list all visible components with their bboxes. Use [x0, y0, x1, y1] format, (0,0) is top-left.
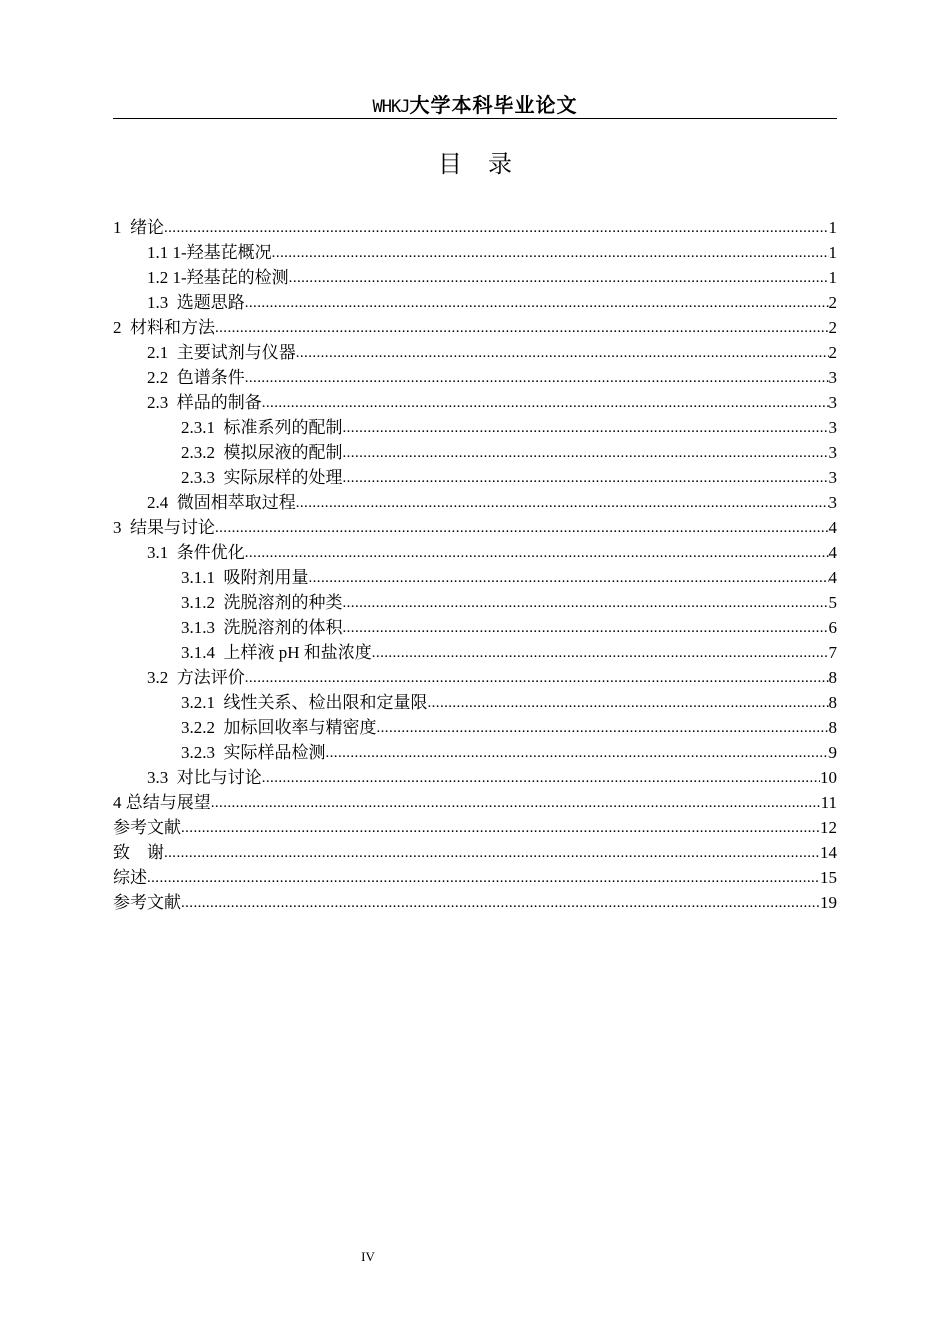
toc-leader [372, 642, 829, 664]
toc-leader [296, 492, 829, 514]
toc-entry-text: 3.1.4 上样液 pH 和盐浓度 [181, 643, 372, 662]
toc-entry-page: 3 [828, 443, 837, 462]
toc-entry-text: 3.2.2 加标回收率与精密度 [181, 718, 377, 737]
toc-entry-page: 3 [828, 493, 837, 512]
table-of-contents [113, 214, 837, 914]
toc-entry-page: 2 [828, 318, 837, 337]
toc-leader [245, 542, 829, 564]
toc-entry-page: 2 [828, 343, 837, 362]
toc-entry-text: 1 绪论 [113, 218, 164, 237]
toc-leader [215, 517, 829, 539]
toc-entry-text: 2 材料和方法 [113, 318, 215, 337]
toc-entry-text: 致 谢 [113, 843, 164, 862]
toc-entry-text: 3.2.3 实际样品检测 [181, 743, 326, 762]
toc-entry-page: 8 [828, 668, 837, 687]
toc-entry[interactable] [113, 839, 837, 864]
toc-entry-text: 2.1 主要试剂与仪器 [147, 343, 296, 362]
toc-entry[interactable] [113, 289, 837, 314]
toc-entry-text: 2.3 样品的制备 [147, 393, 262, 412]
toc-entry-text: 4 总结与展望 [113, 793, 211, 812]
toc-leader [289, 267, 829, 289]
toc-leader [164, 217, 829, 239]
toc-entry[interactable] [113, 264, 837, 289]
toc-entry-page: 1 [828, 243, 837, 262]
toc-entry-page: 1 [828, 218, 837, 237]
toc-entry-text: 参考文献 [113, 818, 181, 837]
toc-entry-text: 3.2 方法评价 [147, 668, 245, 687]
toc-entry-page: 4 [828, 518, 837, 537]
toc-entry[interactable] [113, 464, 837, 489]
toc-entry[interactable] [113, 239, 837, 264]
toc-entry-text: 3.1 条件优化 [147, 543, 245, 562]
toc-leader [377, 717, 829, 739]
toc-entry[interactable] [113, 339, 837, 364]
toc-leader [343, 592, 829, 614]
toc-entry[interactable] [113, 514, 837, 539]
toc-entry[interactable] [113, 389, 837, 414]
toc-entry-page: 4 [828, 568, 837, 587]
toc-entry-page: 3 [828, 418, 837, 437]
toc-entry-text: 参考文献 [113, 893, 181, 912]
toc-leader [164, 842, 820, 864]
toc-leader [343, 442, 829, 464]
toc-leader [211, 792, 821, 814]
toc-leader [343, 617, 829, 639]
toc-leader [309, 567, 829, 589]
toc-entry[interactable] [113, 364, 837, 389]
toc-entry[interactable] [113, 764, 837, 789]
toc-leader [245, 367, 829, 389]
toc-entry[interactable] [113, 689, 837, 714]
toc-entry-page: 14 [820, 843, 837, 862]
toc-entry-text: 2.3.1 标准系列的配制 [181, 418, 343, 437]
toc-entry-text: 3.3 对比与讨论 [147, 768, 262, 787]
header-title-text: 大学本科毕业论文 [409, 95, 578, 117]
toc-entry[interactable] [113, 589, 837, 614]
toc-entry-page: 8 [828, 718, 837, 737]
toc-entry-page: 4 [828, 543, 837, 562]
toc-entry-text: 2.3.2 模拟尿液的配制 [181, 443, 343, 462]
toc-entry[interactable] [113, 889, 837, 914]
toc-entry-text: 2.2 色谱条件 [147, 368, 245, 387]
toc-entry-page: 12 [820, 818, 837, 837]
toc-entry[interactable] [113, 564, 837, 589]
toc-entry-page: 6 [828, 618, 837, 637]
toc-entry[interactable] [113, 639, 837, 664]
toc-entry[interactable] [113, 789, 837, 814]
page-header [113, 94, 837, 119]
toc-entry-page: 9 [828, 743, 837, 762]
toc-entry-text: 综述 [113, 868, 147, 887]
toc-entry-text: 3.1.1 吸附剂用量 [181, 568, 309, 587]
toc-title: 目录 [438, 152, 538, 178]
toc-entry-text: 1.1 1-羟基芘概况 [147, 243, 272, 262]
toc-entry[interactable] [113, 414, 837, 439]
toc-entry[interactable] [113, 539, 837, 564]
toc-entry-page: 19 [820, 893, 837, 912]
toc-leader [181, 817, 820, 839]
toc-leader [343, 417, 829, 439]
toc-entry-page: 1 [828, 268, 837, 287]
toc-leader [262, 767, 820, 789]
toc-entry-text: 3.1.2 洗脱溶剂的种类 [181, 593, 343, 612]
toc-leader [326, 742, 829, 764]
toc-entry-page: 7 [828, 643, 837, 662]
toc-leader [147, 867, 820, 889]
toc-entry[interactable] [113, 489, 837, 514]
toc-entry-text: 3.2.1 线性关系、检出限和定量限 [181, 693, 428, 712]
toc-leader [245, 292, 829, 314]
toc-entry[interactable] [113, 214, 837, 239]
toc-leader [428, 692, 829, 714]
header-latin-text: WHKJ [372, 97, 410, 117]
toc-entry[interactable] [113, 814, 837, 839]
toc-entry-text: 2.3.3 实际尿样的处理 [181, 468, 343, 487]
toc-entry[interactable] [113, 739, 837, 764]
toc-entry[interactable] [113, 614, 837, 639]
toc-leader [245, 667, 829, 689]
toc-entry-text: 1.2 1-羟基芘的检测 [147, 268, 289, 287]
toc-leader [272, 242, 829, 264]
toc-leader [296, 342, 829, 364]
toc-entry[interactable] [113, 314, 837, 339]
toc-entry-page: 3 [828, 468, 837, 487]
toc-entry[interactable] [113, 714, 837, 739]
toc-leader [215, 317, 829, 339]
toc-leader [262, 392, 829, 414]
toc-entry[interactable] [113, 864, 837, 889]
toc-entry[interactable] [113, 664, 837, 689]
toc-entry-page: 10 [820, 768, 837, 787]
toc-entry-page: 2 [828, 293, 837, 312]
toc-entry-page: 8 [828, 693, 837, 712]
page-number: IV [361, 1249, 375, 1264]
toc-entry-page: 3 [828, 368, 837, 387]
toc-entry-text: 2.4 微固相萃取过程 [147, 493, 296, 512]
toc-entry-page: 5 [828, 593, 837, 612]
toc-entry-page: 15 [820, 868, 837, 887]
toc-entry-text: 1.3 选题思路 [147, 293, 245, 312]
toc-entry-text: 3 结果与讨论 [113, 518, 215, 537]
toc-leader [181, 892, 820, 914]
toc-entry-page: 11 [820, 793, 837, 812]
toc-leader [343, 467, 829, 489]
toc-entry-text: 3.1.3 洗脱溶剂的体积 [181, 618, 343, 637]
toc-entry-page: 3 [828, 393, 837, 412]
toc-entry[interactable] [113, 439, 837, 464]
